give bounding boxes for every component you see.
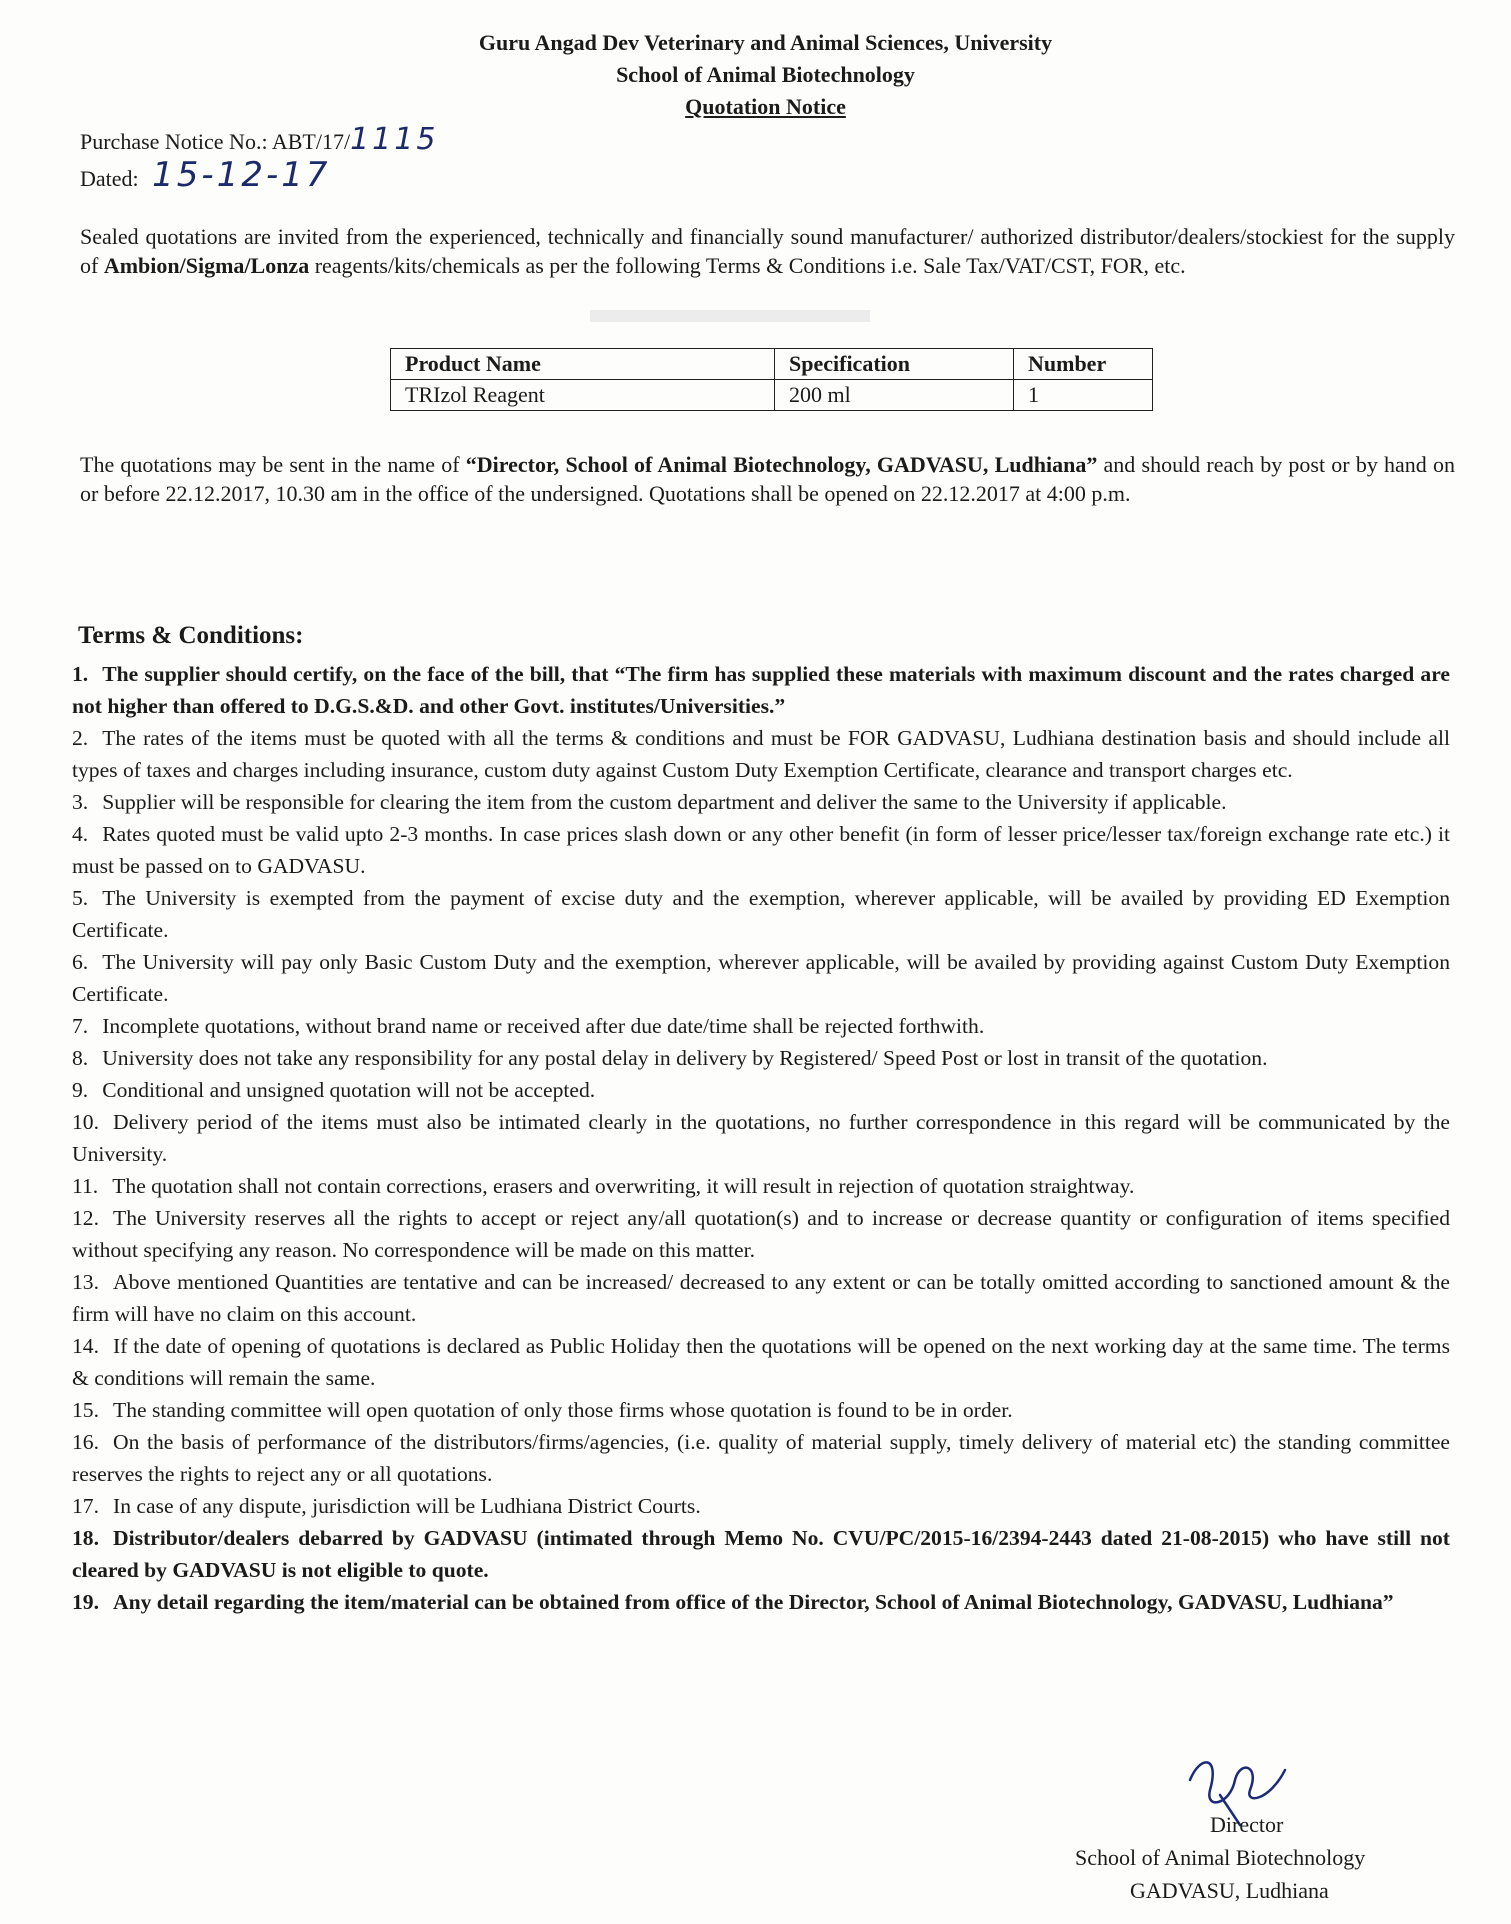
term-item bbox=[72, 1394, 1450, 1426]
term-number: 3. bbox=[72, 790, 89, 814]
handwritten-notice-number: 1115 bbox=[350, 122, 439, 157]
term-text: The University will pay only Basic Custom Duty and the exemption, wherever applicable, will be availed by providing against Custom Duty Exemption Certificate. bbox=[72, 950, 1450, 1006]
term-text: The University reserves all the rights to accept or reject any/all quotation(s) and to increase or decrease quantity or configuration of items specified without specifying any reason. No correspondence will be made on this matter. bbox=[72, 1206, 1450, 1262]
term-text: The standing committee will open quotation of only those firms whose quotation is found to be in order. bbox=[113, 1398, 1013, 1422]
term-number: 19. bbox=[72, 1590, 99, 1614]
university-name: Guru Angad Dev Veterinary and Animal Sciences, University bbox=[478, 30, 1053, 55]
column-header-product: Product Name bbox=[391, 349, 775, 380]
term-item bbox=[72, 1106, 1450, 1170]
term-text: Any detail regarding the item/material can be obtained from office of the Director, School of Animal Biotechnology, GADVASU, Ludhiana” bbox=[113, 1590, 1394, 1614]
addressee: “Director, School of Animal Biotechnology, GADVASU, Ludhiana” bbox=[465, 452, 1098, 477]
term-item bbox=[72, 1330, 1450, 1394]
term-number: 18. bbox=[72, 1526, 99, 1550]
signatory-school: School of Animal Biotechnology bbox=[1075, 1845, 1366, 1870]
term-item bbox=[72, 1202, 1450, 1266]
purchase-notice-number bbox=[80, 122, 438, 157]
intro-text: Sealed quotations are invited from the experienced, technically and financially sound manufacturer/ authorized distributor/dealers/stockiest for the supply of bbox=[80, 224, 1455, 278]
term-number: 5. bbox=[72, 886, 89, 910]
term-text: Conditional and unsigned quotation will not be accepted. bbox=[102, 1078, 596, 1102]
term-item bbox=[72, 1522, 1450, 1586]
table-row bbox=[391, 380, 1153, 411]
term-text: Rates quoted must be valid upto 2-3 months. In case prices slash down or any other benefit (in form of lesser price/lesser tax/foreign exchange rate etc.) it must be passed on to GADVASU. bbox=[72, 822, 1450, 878]
purchase-notice-label: Purchase Notice No.: ABT/17/ bbox=[80, 129, 351, 154]
term-number: 8. bbox=[72, 1046, 89, 1070]
term-text: If the date of opening of quotations is declared as Public Holiday then the quotations will be opened on the next working day at the same time. The terms & conditions will remain the same. bbox=[72, 1334, 1450, 1390]
submission-paragraph bbox=[80, 450, 1455, 508]
school-name: School of Animal Biotechnology bbox=[616, 62, 915, 87]
dated-line bbox=[80, 155, 330, 195]
term-text: The rates of the items must be quoted with all the terms & conditions and must be FOR GADVASU, Ludhiana destination basis and should include all types of taxes and charges including insurance, custom duty against Custom Duty Exemption Certificate, clearance and transport charges etc. bbox=[72, 726, 1450, 782]
term-item bbox=[72, 1170, 1450, 1202]
term-item bbox=[72, 946, 1450, 1010]
term-item bbox=[72, 1010, 1450, 1042]
intro-text-end: reagents/kits/chemicals as per the following Terms & Conditions i.e. Sale Tax/VAT/CST, FOR, etc. bbox=[309, 253, 1186, 278]
term-number: 4. bbox=[72, 822, 89, 846]
signatory-location: GADVASU, Ludhiana bbox=[1130, 1878, 1329, 1903]
term-number: 6. bbox=[72, 950, 89, 974]
term-text: The quotation shall not contain corrections, erasers and overwriting, it will result in rejection of quotation straightway. bbox=[112, 1174, 1135, 1198]
term-item bbox=[72, 882, 1450, 946]
bleed-through-mark: ▬▬▬▬▬▬▬ bbox=[590, 286, 870, 331]
term-number: 10. bbox=[72, 1110, 99, 1134]
term-number: 9. bbox=[72, 1078, 89, 1102]
submission-text-end: and should reach by post or by hand on or before 22.12.2017, 10.30 am in the office of the undersigned. Quotations shall be opened on 22.12.2017 at 4:00 p.m. bbox=[80, 452, 1456, 506]
terms-heading: Terms & Conditions: bbox=[78, 622, 304, 649]
term-number: 15. bbox=[72, 1398, 99, 1422]
term-number: 17. bbox=[72, 1494, 99, 1518]
term-text: Above mentioned Quantities are tentative and can be increased/ decreased to any extent or can be totally omitted according to sanctioned amount & the firm will have no claim on this account. bbox=[72, 1270, 1450, 1326]
term-text: On the basis of performance of the distributors/firms/agencies, (i.e. quality of material supply, timely delivery of material etc) the standing committee reserves the rights to reject any or all quotations. bbox=[72, 1430, 1450, 1486]
dated-label: Dated: bbox=[80, 166, 139, 191]
specification-cell: 200 ml bbox=[775, 380, 1014, 411]
term-number: 1. bbox=[72, 662, 89, 686]
term-number: 16. bbox=[72, 1430, 99, 1454]
term-text: The University is exempted from the payment of excise duty and the exemption, wherever applicable, will be availed by providing ED Exemption Certificate. bbox=[72, 886, 1450, 942]
notice-title: Quotation Notice bbox=[685, 94, 846, 119]
term-text: Distributor/dealers debarred by GADVASU (intimated through Memo No. CVU/PC/2015-16/2394-2443 dated 21-08-2015) who have still not cleared by GADVASU is not eligible to quote. bbox=[72, 1526, 1450, 1582]
term-item bbox=[72, 1266, 1450, 1330]
term-item bbox=[72, 658, 1450, 722]
term-text: Incomplete quotations, without brand name or received after due date/time shall be rejected forthwith. bbox=[102, 1014, 985, 1038]
signatory-title: Director bbox=[1210, 1812, 1284, 1837]
number-cell: 1 bbox=[1014, 380, 1153, 411]
term-item bbox=[72, 1426, 1450, 1490]
handwritten-date: 15-12-17 bbox=[152, 155, 331, 195]
term-text: In case of any dispute, jurisdiction will be Ludhiana District Courts. bbox=[113, 1494, 701, 1518]
term-item bbox=[72, 786, 1450, 818]
term-text: The supplier should certify, on the face of the bill, that “The firm has supplied these materials with maximum discount and the rates charged are not higher than offered to D.G.S.&D. and other Govt. institutes/Universities.” bbox=[72, 662, 1450, 718]
term-text: University does not take any responsibility for any postal delay in delivery by Registered/ Speed Post or lost in transit of the quotation. bbox=[102, 1046, 1268, 1070]
table-header-row bbox=[391, 349, 1153, 380]
term-item bbox=[72, 818, 1450, 882]
term-number: 7. bbox=[72, 1014, 89, 1038]
product-name-cell: TRIzol Reagent bbox=[391, 380, 775, 411]
term-number: 12. bbox=[72, 1206, 99, 1230]
intro-paragraph bbox=[80, 222, 1455, 280]
term-item bbox=[72, 1042, 1450, 1074]
term-number: 13. bbox=[72, 1270, 99, 1294]
term-number: 14. bbox=[72, 1334, 99, 1358]
term-number: 11. bbox=[72, 1174, 99, 1198]
brand-names: Ambion/Sigma/Lonza bbox=[103, 253, 310, 278]
term-item bbox=[72, 1490, 1450, 1522]
column-header-specification: Specification bbox=[775, 349, 1014, 380]
term-text: Supplier will be responsible for clearing the item from the custom department and deliver the same to the University if applicable. bbox=[102, 790, 1227, 814]
terms-list bbox=[72, 658, 1450, 1618]
term-item bbox=[72, 1074, 1450, 1106]
product-table bbox=[390, 348, 1153, 411]
term-item bbox=[72, 1586, 1450, 1618]
term-number: 2. bbox=[72, 726, 89, 750]
term-text: Delivery period of the items must also be intimated clearly in the quotations, no further correspondence in this regard will be communicated by the University. bbox=[72, 1110, 1450, 1166]
column-header-number: Number bbox=[1014, 349, 1153, 380]
term-item bbox=[72, 722, 1450, 786]
submission-text: The quotations may be sent in the name of bbox=[80, 452, 466, 477]
